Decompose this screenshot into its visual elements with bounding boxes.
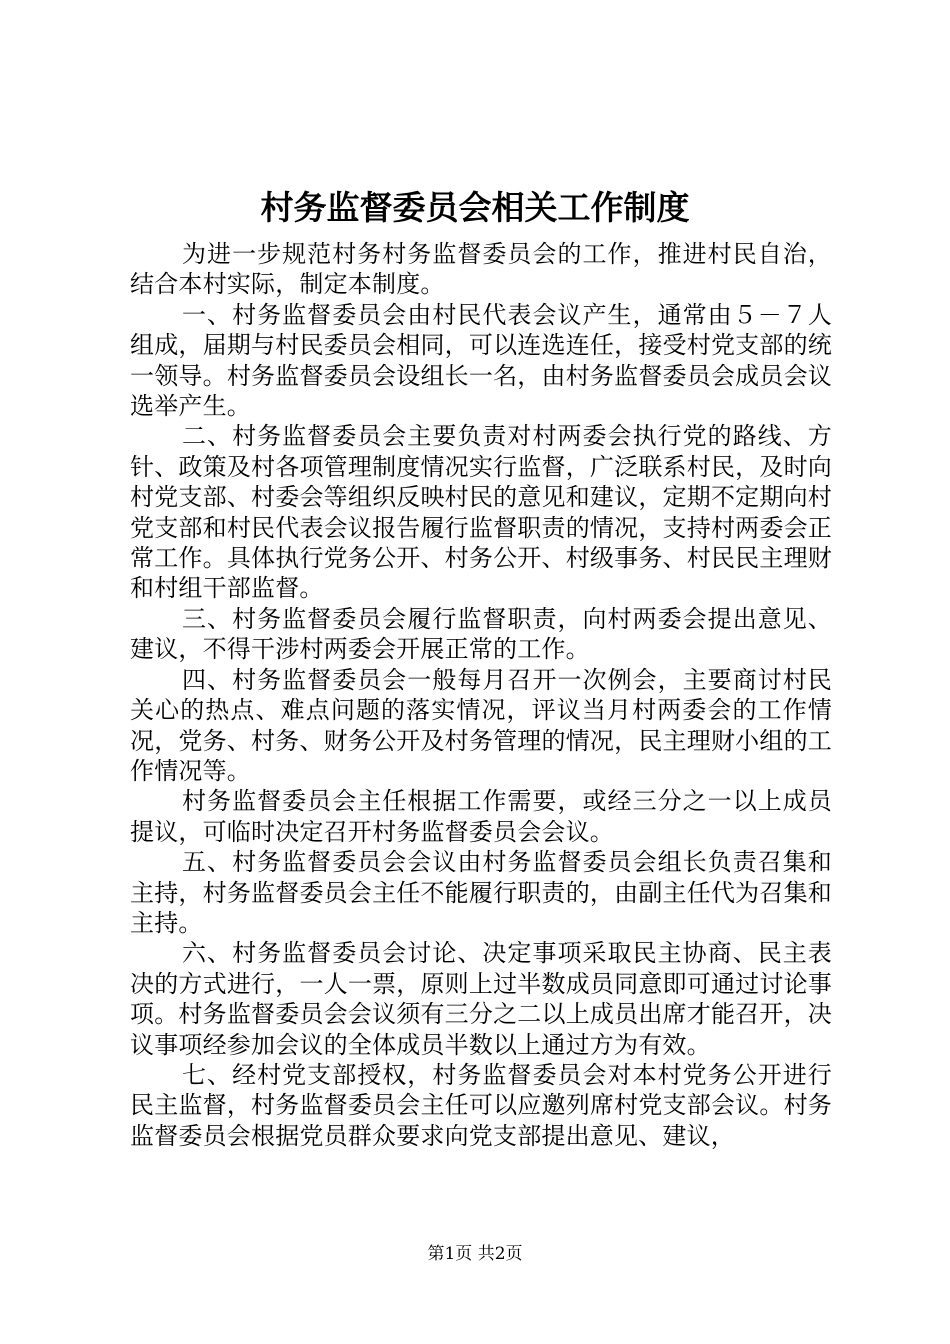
paragraph-article-5: 五、村务监督委员会会议由村务监督委员会组长负责召集和主持，村务监督委员会主任不能履行职责的，由副主任代为召集和主持。 [130,848,832,937]
document-body [130,239,832,1151]
page-footer: 第1页 共2页 [427,1244,523,1264]
document-title: 村务监督委员会相关工作制度 [260,188,690,227]
paragraph-article-3: 三、村务监督委员会履行监督职责，向村两委会提出意见、建议，不得干涉村两委会开展正常的工作。 [130,604,832,664]
paragraph-article-4: 四、村务监督委员会一般每月召开一次例会，主要商讨村民关心的热点、难点问题的落实情况，评议当月村两委会的工作情况，党务、村务、财务公开及村务管理的情况，民主理财小组的工作情况等。 [130,665,832,785]
paragraph-article-4-supplement: 村务监督委员会主任根据工作需要，或经三分之一以上成员提议，可临时决定召开村务监督委员会会议。 [130,787,832,846]
paragraph-intro: 为进一步规范村务村务监督委员会的工作，推进村民自治，结合本村实际，制定本制度。 [130,240,832,299]
paragraph-article-2: 二、村务监督委员会主要负责对村两委会执行党的路线、方针、政策及村各项管理制度情况实行监督，广泛联系村民，及时向村党支部、村委会等组织反映村民的意见和建议，定期不定期向村党支部和村民代表会议报告履行监督职责的情况，支持村两委会正常工作。具体执行党务公开、村务公开、村级事务、村民民主理财和村组干部监督。 [130,422,832,603]
paragraph-article-6: 六、村务监督委员会讨论、决定事项采取民主协商、民主表决的方式进行，一人一票，原则上过半数成员同意即可通过讨论事项。村务监督委员会会议须有三分之二以上成员出席才能召开，决议事项经参加会议的全体成员半数以上通过方为有效。 [130,939,832,1059]
paragraph-article-1: 一、村务监督委员会由村民代表会议产生，通常由５－７人组成，届期与村民委员会相同，可以连选连任，接受村党支部的统一领导。村务监督委员会设组长一名，由村务监督委员会成员会议选举产生。 [130,300,832,421]
paragraph-article-7: 七、经村党支部授权，村务监督委员会对本村党务公开进行民主监督，村务监督委员会主任可以应邀列席村党支部会议。村务监督委员会根据党员群众要求向党支部提出意见、建议， [130,1060,832,1150]
